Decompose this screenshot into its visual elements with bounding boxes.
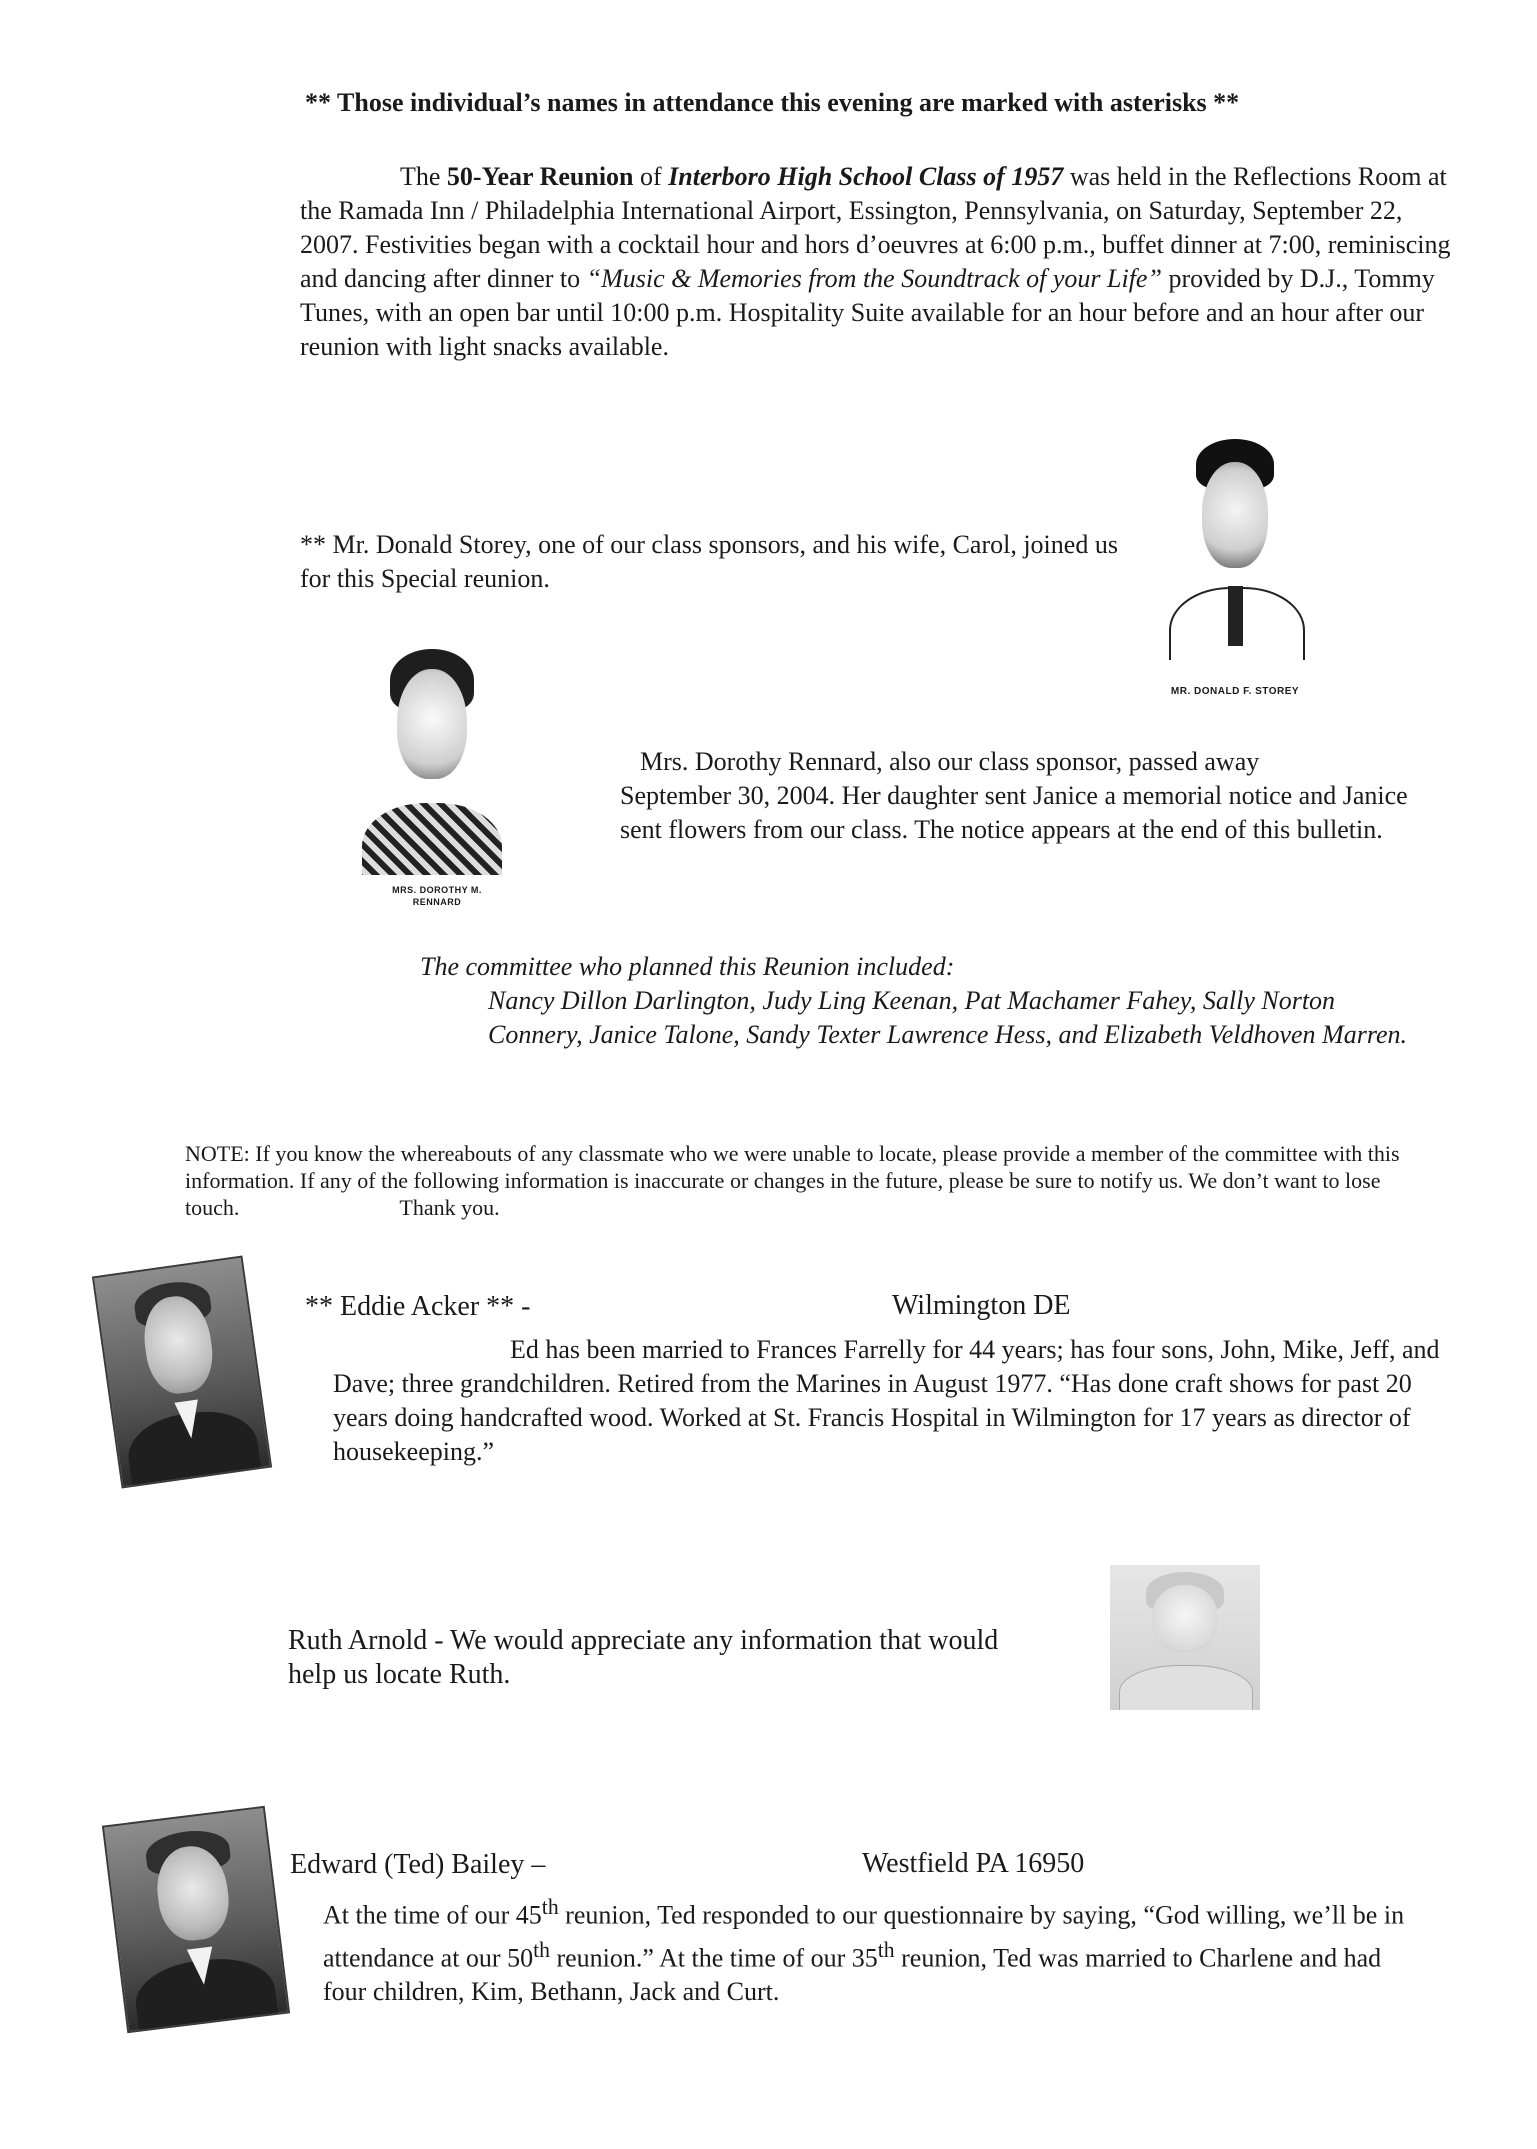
bailey-name: Edward (Ted) Bailey –	[290, 1849, 546, 1880]
intro-details: was held in the Reflections Room at the Ramada Inn / Philadelphia International Airport, Essington, Pennsylvania, on Saturday, September 22, 2007. Festivities began with a cocktail hour and hors d’oeuvres at 6:00 p.m., buffet dinner at 7:00, reminiscing and dancing after dinner to	[300, 162, 1451, 293]
bailey-city: Westfield PA 16950	[862, 1848, 1085, 1879]
acker-name: ** Eddie Acker ** -	[305, 1291, 531, 1322]
committee-intro: The committee who planned this Reunion included:	[420, 952, 955, 981]
acker-city: Wilmington DE	[892, 1290, 1071, 1321]
intro-school-name: Interboro High School Class of 1957	[668, 162, 1064, 191]
intro-of: of	[633, 162, 669, 191]
arnold-paragraph: Ruth Arnold - We would appreciate any information that would help us locate Ruth.	[288, 1625, 999, 1690]
attendance-banner: ** Those individual’s names in attendance this evening are marked with asterisks **	[305, 88, 1240, 117]
acker-bio: Ed has been married to Frances Farrelly for 44 years; has four sons, John, Mike, Jeff, and Dave; three grandchildren. Retired from the Marines in August 1977. “Has done craft shows for past 20 years doing handcrafted wood. Worked at St. Francis Hospital in Wilmington for 17 years as director of housekeeping.”	[333, 1335, 1440, 1466]
storey-paragraph: ** Mr. Donald Storey, one of our class sponsors, and his wife, Carol, joined us for this Special reunion.	[300, 530, 1118, 593]
rennard-caption: MRS. DOROTHY M. RENNARD	[392, 885, 482, 907]
thank-you: Thank you.	[399, 1195, 500, 1220]
storey-caption: MR. DONALD F. STOREY	[1170, 686, 1300, 697]
rennard-paragraph: Mrs. Dorothy Rennard, also our class sponsor, passed away September 30, 2004. Her daughter sent Janice a memorial notice and Janice sent flowers from our class. The notice appears at the end of this bulletin.	[620, 747, 1408, 844]
arnold-photo	[1110, 1565, 1260, 1710]
reunion-intro-paragraph	[300, 160, 1460, 364]
arnold-name: Ruth Arnold	[288, 1625, 428, 1656]
committee-paragraph	[420, 950, 1420, 1052]
intro-reunion-title: 50-Year Reunion	[446, 162, 634, 191]
bailey-bio: At the time of our 45th reunion, Ted responded to our questionnaire by saying, “God willing, we’ll be in attendance at our 50th reunion.” At the time of our 35th reunion, Ted was married to Charlene and had four children, Kim, Bethann, Jack and Curt.	[323, 1895, 1405, 2007]
bailey-photo	[102, 1806, 290, 2033]
rennard-photo	[352, 635, 512, 875]
note-paragraph: NOTE: If you know the whereabouts of any classmate who we were unable to locate, please provide a member of the committee with this information. If any of the following information is inaccurate or changes in the future, please be sure to notify us. We don’t want to lose touch. Thank you.	[185, 1141, 1400, 1220]
acker-photo	[92, 1255, 272, 1488]
storey-photo	[1160, 430, 1310, 660]
intro-music-title: “Music & Memories from the Soundtrack of your Life”	[586, 264, 1162, 293]
committee-names: Nancy Dillon Darlington, Judy Ling Keenan, Pat Machamer Fahey, Sally Norton Connery, Janice Talone, Sandy Texter Lawrence Hess, and Elizabeth Veldhoven Marren.	[488, 986, 1408, 1049]
intro-details-end: provided by D.J., Tommy Tunes, with an open bar until 10:00 p.m. Hospitality Suite available for an hour before and an hour after our reunion with light snacks available.	[300, 264, 1435, 361]
intro-lead: The	[400, 162, 447, 191]
